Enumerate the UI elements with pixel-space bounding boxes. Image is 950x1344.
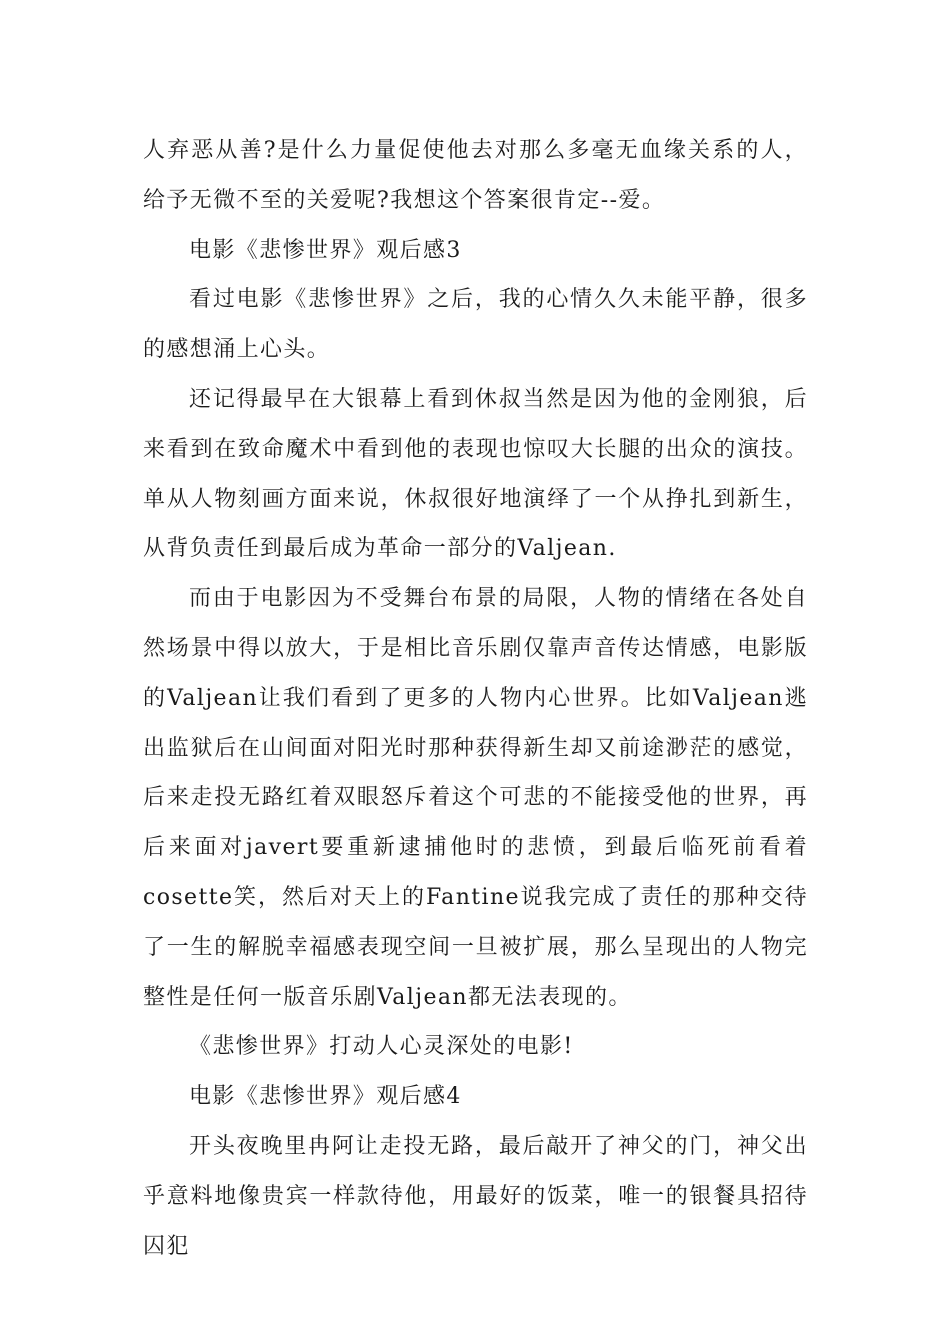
section-heading-4: 电影《悲惨世界》观后感4 [189, 1084, 462, 1110]
section-heading-3: 电影《悲惨世界》观后感3 [189, 237, 462, 263]
paragraph: 而由于电影因为不受舞台布景的局限，人物的情绪在各处自然场景中得以放大，于是相比音乐剧仅靠声音传达情感，电影版的Valjean让我们看到了更多的人物内心世界。比如Valjean逃出监狱后在山间面对阳光时那种获得新生却又前途渺茫的感觉，后来走投无路红着双眼怒斥着这个可悲的不能接受他的世界，再后来面对javert要重新逮捕他时的悲愤，到最后临死前看着cosette笑，然后对天上的Fantine说我完成了责任的那种交待了一生的解脱幸福感表现空间一旦被扩展，那么呈现出的人物完整性是任何一版音乐剧Valjean都无法表现的。 [143, 586, 808, 1010]
document-body [143, 126, 808, 1271]
paragraph: 还记得最早在大银幕上看到休叔当然是因为他的金刚狼，后来看到在致命魔术中看到他的表现也惊叹大长腿的出众的演技。单从人物刻画方面来说，休叔很好地演绎了一个从挣扎到新生，从背负责任到最后成为革命一部分的Valjean. [143, 386, 808, 562]
paragraph: 《悲惨世界》打动人心灵深处的电影! [189, 1034, 574, 1060]
paragraph: 开头夜晚里冉阿让走投无路，最后敲开了神父的门，神父出乎意料地像贵宾一样款待他，用最好的饭菜，唯一的银餐具招待囚犯 [143, 1133, 808, 1259]
paragraph-continuation: 人弃恶从善?是什么力量促使他去对那么多毫无血缘关系的人，给予无微不至的关爱呢?我想这个答案很肯定--爱。 [143, 138, 808, 213]
paragraph: 看过电影《悲惨世界》之后，我的心情久久未能平静，很多的感想涌上心头。 [143, 287, 808, 363]
